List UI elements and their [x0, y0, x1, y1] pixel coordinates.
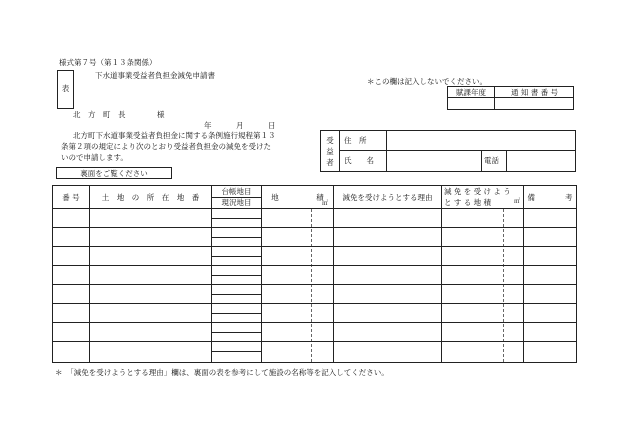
applicant-side-label: 受益者: [326, 136, 334, 167]
address-label: 住 所: [344, 136, 367, 145]
col-ledger-land-header: 台帳地目: [221, 187, 252, 196]
table-row[interactable]: [53, 323, 576, 341]
body-text-line-3: いので申請します。: [61, 153, 128, 162]
table-row[interactable]: [53, 266, 576, 284]
table-row[interactable]: [53, 228, 576, 246]
addressee: 北 方 町 長: [73, 110, 126, 119]
table-row[interactable]: [53, 209, 576, 227]
name-field[interactable]: [391, 154, 477, 168]
col-area-unit: ㎡: [322, 200, 329, 207]
table-row[interactable]: [53, 304, 576, 322]
form-number: 様式第７号（第１３条関係）: [59, 58, 157, 67]
col-location-header: 土 地 の 所 在 地 番: [101, 193, 200, 202]
footnote: ＊ 「減免を受けようとする理由」欄は、裏面の表を参考にして施設の名称等を記入してください。: [55, 368, 389, 377]
col-reason-header: 減免を受けようとする理由: [342, 193, 433, 202]
col-exempt-area-header-line1: 減 免 を 受 け よ う: [444, 187, 511, 196]
date-year: 年: [204, 121, 212, 130]
back-notice-text: 裏面をご覧ください: [80, 169, 148, 178]
office-use-box: [447, 86, 574, 110]
land-table: [52, 185, 577, 363]
col-area-header: 地 積: [271, 193, 324, 202]
addressee-honorific: 様: [157, 110, 165, 119]
col-remarks-header: 備 考: [527, 193, 573, 202]
date-month: 月: [236, 121, 244, 130]
col-actual-land-header: 現況地目: [221, 198, 252, 207]
col-exempt-area-header-line2: と す る 地 積: [444, 198, 492, 207]
name-label: 氏 名: [344, 156, 374, 165]
phone-label: 電話: [484, 156, 499, 165]
applicant-box: [320, 130, 576, 172]
body-text-line-2: 条第２項の規定により次のとおり受益者負担金の減免を受けた: [61, 142, 271, 151]
seal-label: 表: [61, 84, 70, 93]
phone-field[interactable]: [511, 154, 573, 168]
tax-year-header: 賦課年度: [456, 88, 486, 97]
col-number-header: 番 号: [62, 193, 80, 202]
table-row[interactable]: [53, 342, 576, 362]
body-text-line-1: 北方町下水道事業受益者負担金に関する条例施行規程第１３: [73, 131, 276, 140]
notice-number-header: 通 知 書 番 号: [510, 88, 559, 97]
form-title: 下水道事業受益者負担金減免申請書: [95, 71, 215, 80]
back-notice-box: [56, 167, 172, 179]
date-day: 日: [268, 121, 276, 130]
table-row[interactable]: [53, 247, 576, 265]
table-row[interactable]: [53, 285, 576, 303]
no-entry-note: ＊この欄は記入しないでください。: [367, 77, 487, 86]
seal-box: [57, 70, 74, 109]
col-exempt-area-unit: ㎡: [514, 198, 521, 205]
address-field[interactable]: [391, 135, 630, 147]
